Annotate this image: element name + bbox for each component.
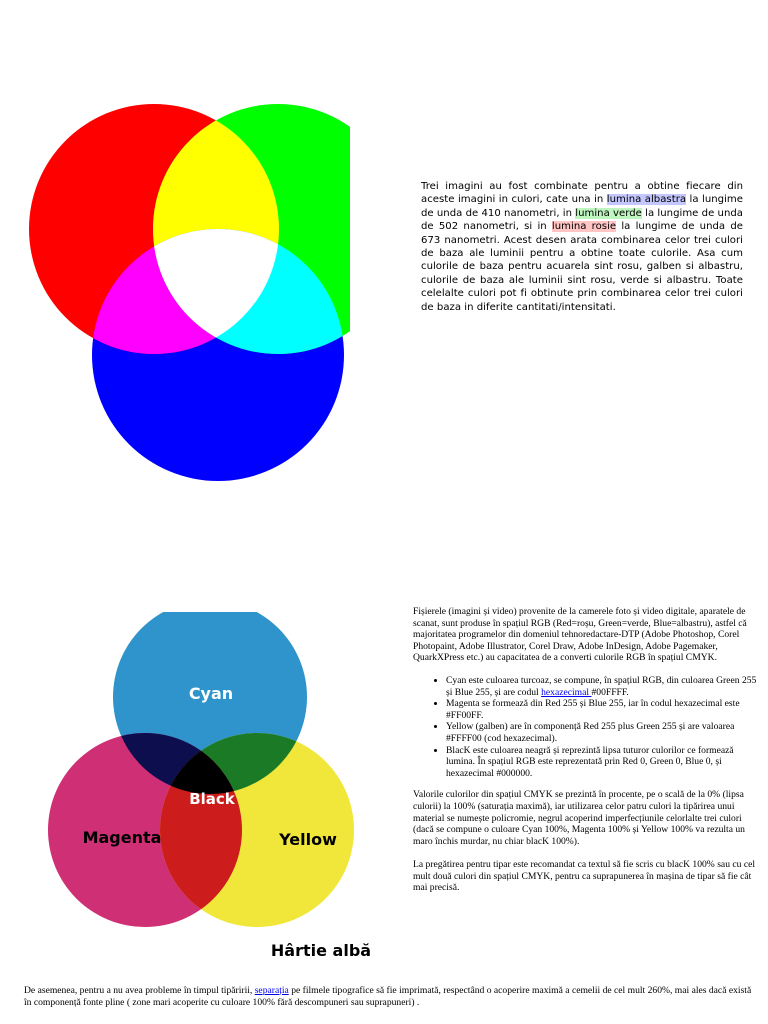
separation-text-start: De asemenea, pentru a nu avea probleme în timpul tipăririi, <box>24 985 255 996</box>
rgb-text-part4: la lungime de unda de 673 nanometri. Acest desen arata combinarea celor trei culori de baza ale luminii pentru a obtine toate culorile. Asa cum culorile de baza pentru acuarela sint rosu, galben si albastru, culorile de baza ale luminii sint rosu, verde si albastru. Toate celelalte culori pot fi obtinute prin combinarea celor trei culori de baza in diferite cantitati/intensitati. <box>421 221 743 313</box>
cmyk-values-paragraph: Valorile culorilor din spațiul CMYK se prezintă în procente, pe o scală de la 0% (lipsa culorii) la 100% (saturația maximă), iar utilizarea celor patru culori la tipărirea unui material se numește policromie, negrul acoperind imperfecțiunile celorlalte trei culori (dacă se compune o culoare Cyan 100%, Magenta 100% și Yellow 100% va rezulta un maro închis murdar, nu chiar blacK 100%). <box>413 789 745 847</box>
list-item-cyan <box>446 675 758 698</box>
label-magenta: Magenta <box>82 828 162 847</box>
label-yellow: Yellow <box>279 830 337 849</box>
rgb-text-part2: la lungime de unda de 410 nanometri, in <box>421 194 744 219</box>
cyan-text-end: #00FFFF. <box>591 686 629 698</box>
highlight-red-light: lumina rosie <box>551 221 617 233</box>
highlight-blue-light: lumina albastra <box>606 194 687 206</box>
print-preparation-paragraph: La pregătirea pentru tipar este recomandat ca textul să fie scris cu blacK 100% sau cu cel mult două culori din spațiul CMYK, pentru ca suprapunerea în mașina de tipar să fie cât mai precisă. <box>413 859 756 894</box>
rgb-text-part1: Trei imagini au fost combinate pentru a obtine fiecare din aceste imagini in culori, cate una in <box>421 181 743 206</box>
cmyk-subtractive-diagram <box>45 612 375 962</box>
cmyk-intro-paragraph: Fișierele (imagini și video) provenite de la camerele foto și video digitale, aparatele de scanat, sunt produse în spațiul RGB (Red=roșu, Green=verde, Blue=albastru), astfel că majoritatea programelor din domeniul tehnoredactare-DTP (Adobe Photoshop, Corel Photopaint, Adobe Illustrator, Corel Draw, Adobe InDesign, Adobe Pagemaker, QuarkXPress etc.) au capacitatea de a converti culorile RGB în spațiul CMYK. <box>413 606 747 664</box>
label-white-paper: Hârtie albă <box>270 941 372 960</box>
cmyk-description <box>413 606 758 894</box>
label-black: Black <box>189 790 235 808</box>
cmyk-color-list <box>413 675 758 779</box>
rgb-text-part3: la lungime de unda de 502 nanometri, si in <box>421 207 743 233</box>
list-item-black: • BlacK este culoarea neagră și reprezintă lipsa tuturor culorilor ce formează lumina. În spațiul RGB este reprezentată prin Red 0, Green 0, Blue 0, și hexazecimal #000000. <box>446 745 758 780</box>
label-cyan: Cyan <box>188 684 234 703</box>
separatia-link[interactable]: separația <box>254 985 289 996</box>
highlight-green-light: lumina verde <box>575 207 642 219</box>
hexazecimal-link[interactable]: hexazecimal <box>541 686 592 698</box>
cyan-text: Cyan este culoarea turcoaz, se compune, în spațiul RGB, din culoarea Green 255 și Blue 255, și are codul <box>446 674 757 698</box>
rgb-description <box>421 180 743 314</box>
rgb-additive-diagram <box>28 104 350 488</box>
list-item-yellow: • Yellow (galben) are în componență Red 255 plus Green 255 și are valoarea #FFFF00 (cod hexazecimal). <box>446 721 758 744</box>
separation-paragraph <box>24 985 759 1009</box>
list-item-magenta: • Magenta se formează din Red 255 și Blue 255, iar în codul hexazecimal este #FF00FF. <box>446 698 758 721</box>
separation-text-end: pe filmele tipografice să fie imprimată, respectând o acoperire maximă a cemelii de cel mult 260%, mai ales dacă există în componență fonte pline ( zone mari acoperite cu culoare 100% fără descompuneri sau suprapuneri) . <box>24 985 752 1008</box>
